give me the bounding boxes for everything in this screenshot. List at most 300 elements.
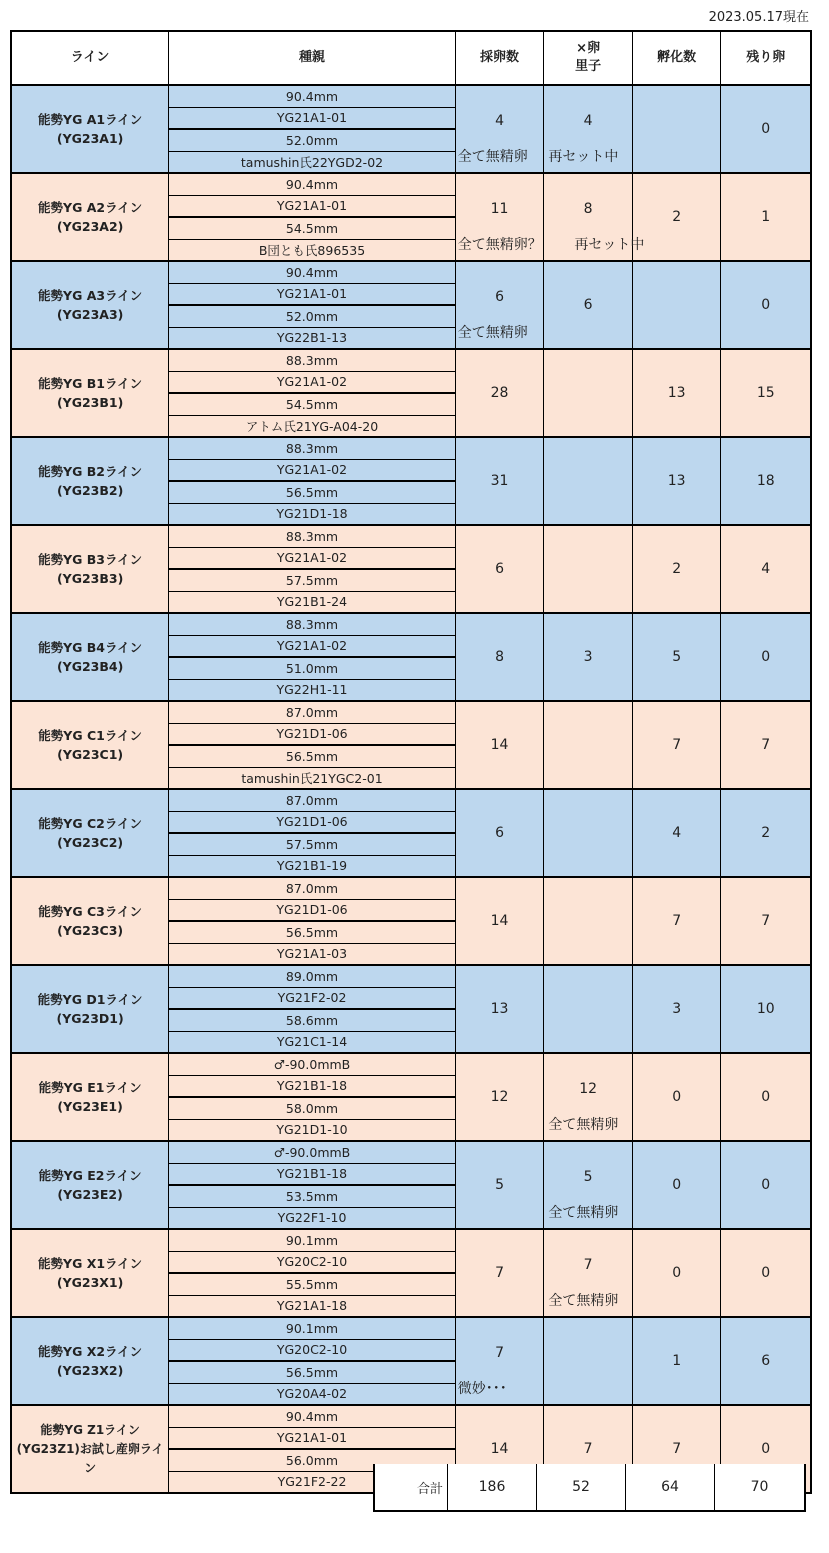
line-name: 能勢YG C1ライン — [38, 728, 142, 743]
table-row — [10, 350, 812, 438]
table-row — [10, 1230, 812, 1318]
hatched-cell — [633, 1318, 722, 1404]
remaining-cell — [721, 1230, 810, 1316]
eggs-cell — [456, 614, 545, 700]
x-eggs-note: 全て無精卵 — [548, 1205, 619, 1221]
x-eggs-count: 7 — [583, 1441, 593, 1457]
eggs-count: 6 — [495, 561, 505, 577]
line-name-cell — [12, 526, 169, 612]
line-name-cell — [12, 1142, 169, 1228]
eggs-note: 全て無精卵 — [457, 325, 528, 341]
hatched-count: 7 — [672, 913, 682, 929]
male-parent — [169, 350, 455, 392]
x-eggs-note: 全て無精卵 — [548, 1117, 619, 1133]
line-code: (YG23X2) — [56, 1363, 124, 1378]
line-name-cell — [12, 614, 169, 700]
hatched-cell — [633, 438, 722, 524]
eggs-cell — [456, 790, 545, 876]
female-parent — [169, 304, 455, 348]
hatched-count: 1 — [672, 1353, 682, 1369]
female-parent — [169, 1096, 455, 1140]
x-eggs-count: 7 — [583, 1257, 593, 1273]
male-id: YG21A1-02 — [169, 459, 455, 481]
breeding-table — [10, 30, 812, 1494]
hatched-count: 13 — [667, 473, 686, 489]
header-x-eggs — [544, 32, 633, 84]
male-size: 88.3mm — [285, 352, 339, 368]
line-name: 能勢YG X1ライン — [38, 1256, 143, 1271]
table-row — [10, 702, 812, 790]
female-id: YG22F1-10 — [169, 1207, 455, 1229]
hatched-cell — [633, 350, 722, 436]
x-eggs-count: 8 — [583, 201, 593, 217]
female-id: YG21D1-10 — [169, 1119, 455, 1141]
remaining-count: 18 — [756, 473, 775, 489]
parents-cell — [169, 86, 456, 172]
x-eggs-count: 12 — [579, 1081, 598, 1097]
table-row — [10, 86, 812, 174]
male-id: YG21D1-06 — [169, 899, 455, 921]
eggs-count: 8 — [495, 649, 505, 665]
line-name: 能勢YG B3ライン — [38, 552, 143, 567]
header-hatched: 孵化数 — [633, 32, 722, 84]
eggs-note: 全て無精卵 — [457, 149, 528, 165]
male-size: 88.3mm — [285, 440, 339, 456]
female-id: YG21F2-22 — [169, 1471, 455, 1493]
remaining-cell — [721, 614, 810, 700]
male-id: YG21A1-02 — [169, 371, 455, 393]
remaining-count: 4 — [761, 561, 771, 577]
female-size: 56.5mm — [285, 748, 339, 764]
line-code: (YG23B3) — [56, 571, 124, 586]
male-size: ♂-90.0mmB — [273, 1056, 351, 1072]
female-parent — [169, 1008, 455, 1052]
x-eggs-count: 6 — [583, 297, 593, 313]
table-row — [10, 614, 812, 702]
male-size: 87.0mm — [285, 880, 339, 896]
female-size: 56.5mm — [285, 924, 339, 940]
male-size: 89.0mm — [285, 968, 339, 984]
remaining-cell — [721, 878, 810, 964]
remaining-count: 0 — [761, 1441, 771, 1457]
x-eggs-cell — [544, 1318, 633, 1404]
parents-cell — [169, 790, 456, 876]
male-id: YG20C2-10 — [169, 1339, 455, 1361]
male-parent — [169, 1230, 455, 1272]
table-row — [10, 1054, 812, 1142]
male-id: YG21A1-02 — [169, 635, 455, 657]
female-size: 58.6mm — [285, 1012, 339, 1028]
line-name-cell — [12, 1230, 169, 1316]
x-eggs-count: 5 — [583, 1169, 593, 1185]
x-eggs-cell — [544, 1230, 633, 1316]
hatched-count: 7 — [672, 1441, 682, 1457]
eggs-cell — [456, 350, 545, 436]
female-id: YG21D1-18 — [169, 503, 455, 525]
remaining-count: 10 — [756, 1001, 775, 1017]
remaining-cell — [721, 438, 810, 524]
header-eggs: 採卵数 — [456, 32, 545, 84]
x-eggs-count — [544, 438, 632, 526]
line-code: (YG23A2) — [56, 219, 124, 234]
remaining-count: 0 — [761, 297, 771, 313]
remaining-cell — [721, 350, 810, 436]
remaining-count: 0 — [761, 1177, 771, 1193]
female-parent — [169, 216, 455, 260]
hatched-cell — [633, 526, 722, 612]
remaining-cell — [721, 702, 810, 788]
male-id: YG21D1-06 — [169, 811, 455, 833]
hatched-cell — [633, 614, 722, 700]
female-size: 55.5mm — [285, 1276, 339, 1292]
line-code: (YG23C2) — [57, 835, 124, 850]
table-row — [10, 1318, 812, 1406]
hatched-count: 13 — [667, 385, 686, 401]
remaining-count: 1 — [761, 209, 771, 225]
male-size: 87.0mm — [285, 792, 339, 808]
x-eggs-cell — [544, 1054, 633, 1140]
x-eggs-cell — [544, 526, 633, 612]
male-parent — [169, 1142, 455, 1184]
x-eggs-cell — [544, 790, 633, 876]
hatched-count — [633, 86, 721, 174]
male-id: YG21A1-01 — [169, 107, 455, 129]
line-code: (YG23C3) — [57, 923, 124, 938]
line-name: 能勢YG C2ライン — [38, 816, 142, 831]
hatched-cell — [633, 86, 722, 172]
hatched-cell — [633, 702, 722, 788]
male-parent — [169, 702, 455, 744]
header-parents: 種親 — [169, 32, 456, 84]
x-eggs-count — [544, 966, 632, 1054]
remaining-count: 6 — [761, 1353, 771, 1369]
line-name: 能勢YG B2ライン — [38, 464, 143, 479]
x-eggs-cell — [544, 86, 633, 172]
female-id: YG21B1-19 — [169, 855, 455, 877]
eggs-count: 6 — [495, 825, 505, 841]
remaining-count: 7 — [761, 913, 771, 929]
eggs-count: 7 — [495, 1265, 505, 1281]
eggs-cell — [456, 262, 545, 348]
eggs-count: 11 — [490, 201, 509, 217]
x-eggs-cell — [544, 438, 633, 524]
male-parent — [169, 526, 455, 568]
female-id: YG21A1-18 — [169, 1295, 455, 1317]
line-code: (YG23B2) — [56, 483, 124, 498]
eggs-cell — [456, 1054, 545, 1140]
line-name: 能勢YG E2ライン — [38, 1168, 142, 1183]
x-eggs-note: 再セット中 — [574, 237, 645, 253]
male-parent — [169, 174, 455, 216]
hatched-cell — [633, 262, 722, 348]
line-code: (YG23B4) — [56, 659, 124, 674]
remaining-count: 0 — [761, 121, 771, 137]
male-parent — [169, 1406, 455, 1448]
eggs-cell — [456, 966, 545, 1052]
male-size: 90.4mm — [285, 176, 339, 192]
table-row — [10, 966, 812, 1054]
line-name: 能勢YG A1ライン — [38, 112, 143, 127]
x-eggs-count: 4 — [583, 113, 593, 129]
table-row — [10, 262, 812, 350]
line-name: 能勢YG D1ライン — [37, 992, 143, 1007]
x-eggs-note: 再セット中 — [548, 149, 619, 165]
header-x-eggs-line1: ×卵 — [576, 41, 601, 56]
hatched-count: 0 — [672, 1265, 682, 1281]
female-id: YG21A1-03 — [169, 943, 455, 965]
line-name-cell — [12, 438, 169, 524]
female-parent — [169, 656, 455, 700]
female-parent — [169, 1272, 455, 1316]
remaining-cell — [721, 526, 810, 612]
parents-cell — [169, 1318, 456, 1404]
female-size: 53.5mm — [285, 1188, 339, 1204]
parents-cell — [169, 350, 456, 436]
female-size: 52.0mm — [285, 132, 339, 148]
line-name: 能勢YG A2ライン — [38, 200, 143, 215]
line-code: (YG23B1) — [56, 395, 124, 410]
x-eggs-count — [544, 878, 632, 966]
hatched-count: 2 — [672, 209, 682, 225]
header-remaining: 残り卵 — [746, 50, 786, 65]
remaining-count: 0 — [761, 1265, 771, 1281]
hatched-cell — [633, 790, 722, 876]
female-parent — [169, 1360, 455, 1404]
male-parent — [169, 86, 455, 128]
header-x-eggs-line2: 里子 — [575, 59, 602, 74]
male-parent — [169, 966, 455, 1008]
eggs-cell — [456, 438, 545, 524]
total-eggs: 186 — [448, 1464, 537, 1510]
totals-label: 合計 — [375, 1464, 448, 1510]
remaining-cell — [721, 966, 810, 1052]
eggs-count: 28 — [490, 385, 509, 401]
line-name-cell — [12, 1318, 169, 1404]
line-code: (YG23A1) — [56, 131, 124, 146]
eggs-cell — [456, 702, 545, 788]
x-eggs-count — [544, 350, 632, 438]
hatched-count: 2 — [672, 561, 682, 577]
remaining-count: 2 — [761, 825, 771, 841]
eggs-cell — [456, 526, 545, 612]
female-size: 54.5mm — [285, 396, 339, 412]
line-name-cell — [12, 966, 169, 1052]
male-id: YG21A1-01 — [169, 195, 455, 217]
total-x-eggs: 52 — [537, 1464, 626, 1510]
eggs-count: 5 — [495, 1177, 505, 1193]
female-id: tamushin氏21YGC2-01 — [169, 767, 455, 789]
table-row — [10, 438, 812, 526]
parents-cell — [169, 614, 456, 700]
table-header — [10, 30, 812, 86]
table-row — [10, 526, 812, 614]
male-size: 88.3mm — [285, 616, 339, 632]
line-code: (YG23E2) — [57, 1187, 123, 1202]
line-name-cell — [12, 702, 169, 788]
remaining-cell — [721, 86, 810, 172]
male-size: 90.1mm — [285, 1232, 339, 1248]
parents-cell — [169, 702, 456, 788]
line-name-cell — [12, 86, 169, 172]
x-eggs-cell — [544, 350, 633, 436]
remaining-count: 7 — [761, 737, 771, 753]
remaining-count: 0 — [761, 1089, 771, 1105]
female-size: 51.0mm — [285, 660, 339, 676]
eggs-cell — [456, 86, 545, 172]
female-id: YG22B1-13 — [169, 327, 455, 349]
header-line: ライン — [12, 32, 169, 84]
line-name-cell — [12, 174, 169, 260]
line-name: 能勢YG B4ライン — [38, 640, 143, 655]
female-size: 56.5mm — [285, 484, 339, 500]
x-eggs-cell — [544, 174, 645, 260]
x-eggs-count — [544, 526, 632, 614]
eggs-cell — [456, 878, 545, 964]
hatched-cell — [633, 966, 722, 1052]
line-name: 能勢YG E1ライン — [38, 1080, 142, 1095]
male-id: YG20C2-10 — [169, 1251, 455, 1273]
male-size: 90.4mm — [285, 264, 339, 280]
female-parent — [169, 128, 455, 172]
male-parent — [169, 262, 455, 304]
line-name: 能勢YG Z1ライン — [40, 1422, 140, 1437]
male-size: ♂-90.0mmB — [273, 1144, 351, 1160]
eggs-count: 31 — [490, 473, 509, 489]
female-id: アトム氏21YG-A04-20 — [169, 415, 455, 437]
eggs-count: 14 — [490, 1441, 509, 1457]
female-size: 56.5mm — [285, 1364, 339, 1380]
line-code: (YG23E1) — [57, 1099, 123, 1114]
male-parent — [169, 438, 455, 480]
eggs-count: 13 — [490, 1001, 509, 1017]
hatched-count: 5 — [672, 649, 682, 665]
remaining-cell — [721, 1142, 810, 1228]
line-name-cell — [12, 878, 169, 964]
remaining-cell — [721, 262, 810, 348]
eggs-note: 全て無精卵？ — [457, 237, 542, 253]
remaining-cell — [721, 1054, 810, 1140]
remaining-count: 0 — [761, 649, 771, 665]
x-eggs-cell — [544, 878, 633, 964]
male-id: YG21F2-02 — [169, 987, 455, 1009]
male-id: YG21A1-01 — [169, 1427, 455, 1449]
parents-cell — [169, 526, 456, 612]
eggs-count: 7 — [495, 1345, 505, 1361]
remaining-cell — [721, 174, 810, 260]
eggs-note: 微妙･･･ — [457, 1381, 507, 1397]
line-code: (YG23Z1)お試し産卵ライン — [16, 1441, 164, 1475]
eggs-count: 4 — [495, 113, 505, 129]
eggs-count: 14 — [490, 913, 509, 929]
male-size: 90.4mm — [285, 1408, 339, 1424]
female-size: 52.0mm — [285, 308, 339, 324]
eggs-cell — [456, 1142, 545, 1228]
table-row — [10, 1142, 812, 1230]
hatched-count: 7 — [672, 737, 682, 753]
male-parent — [169, 1054, 455, 1096]
x-eggs-note: 全て無精卵 — [548, 1293, 619, 1309]
eggs-count: 12 — [490, 1089, 509, 1105]
hatched-count: 3 — [672, 1001, 682, 1017]
female-parent — [169, 744, 455, 788]
male-parent — [169, 878, 455, 920]
male-id: YG21A1-02 — [169, 547, 455, 569]
male-id: YG21D1-06 — [169, 723, 455, 745]
totals-row — [373, 1464, 806, 1512]
female-parent — [169, 392, 455, 436]
table-row — [10, 790, 812, 878]
male-size: 90.4mm — [285, 88, 339, 104]
female-parent — [169, 920, 455, 964]
female-id: YG22H1-11 — [169, 679, 455, 701]
x-eggs-count — [544, 702, 632, 790]
line-code: (YG23C1) — [57, 747, 124, 762]
female-size: 54.5mm — [285, 220, 339, 236]
female-id: YG21C1-14 — [169, 1031, 455, 1053]
female-id: YG20A4-02 — [169, 1383, 455, 1405]
hatched-count: 0 — [672, 1089, 682, 1105]
hatched-cell — [633, 1054, 722, 1140]
x-eggs-count: 3 — [583, 649, 593, 665]
male-parent — [169, 1318, 455, 1360]
male-id: YG21B1-18 — [169, 1075, 455, 1097]
table-row — [10, 878, 812, 966]
female-size: 56.0mm — [285, 1452, 339, 1468]
line-code: (YG23D1) — [56, 1011, 124, 1026]
remaining-cell — [721, 790, 810, 876]
x-eggs-cell — [544, 1142, 633, 1228]
hatched-cell — [633, 1142, 722, 1228]
line-name: 能勢YG C3ライン — [38, 904, 142, 919]
female-size: 57.5mm — [285, 572, 339, 588]
male-size: 87.0mm — [285, 704, 339, 720]
line-code: (YG23X1) — [56, 1275, 124, 1290]
line-name: 能勢YG X2ライン — [38, 1344, 143, 1359]
x-eggs-cell — [544, 614, 633, 700]
female-parent — [169, 480, 455, 524]
female-size: 58.0mm — [285, 1100, 339, 1116]
female-parent — [169, 832, 455, 876]
hatched-count: 0 — [672, 1177, 682, 1193]
female-parent — [169, 1184, 455, 1228]
female-id: B団とも氏896535 — [169, 239, 455, 261]
remaining-count: 15 — [756, 385, 775, 401]
female-id: YG21B1-24 — [169, 591, 455, 613]
male-id: YG21A1-01 — [169, 283, 455, 305]
hatched-cell — [633, 1230, 722, 1316]
parents-cell — [169, 438, 456, 524]
eggs-cell — [456, 1318, 545, 1404]
date-label: 2023.05.17現在 — [708, 10, 809, 25]
hatched-count: 4 — [672, 825, 682, 841]
line-name-cell — [12, 1054, 169, 1140]
line-name: 能勢YG B1ライン — [38, 376, 143, 391]
x-eggs-cell — [544, 262, 633, 348]
hatched-cell — [633, 878, 722, 964]
male-parent — [169, 790, 455, 832]
hatched-count — [633, 262, 721, 350]
line-name-cell — [12, 262, 169, 348]
eggs-count: 14 — [490, 737, 509, 753]
eggs-count: 6 — [495, 289, 505, 305]
parents-cell — [169, 1054, 456, 1140]
line-name-cell — [12, 350, 169, 436]
x-eggs-count — [544, 790, 632, 878]
parents-cell — [169, 262, 456, 348]
female-parent — [169, 568, 455, 612]
male-id: YG21B1-18 — [169, 1163, 455, 1185]
total-remaining: 70 — [750, 1479, 769, 1495]
